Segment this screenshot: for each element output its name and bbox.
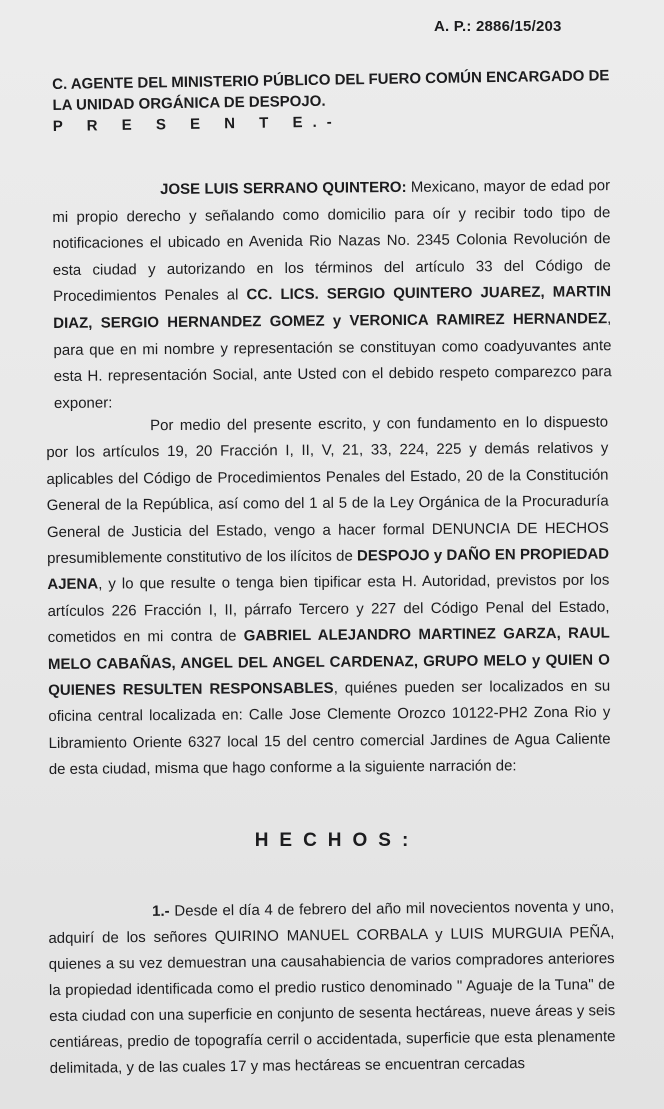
intro-text-1: Mexicano, mayor de edad por mi propio derecho y señalando como domicilio para oír y recibir todo tipo de notificaciones el ubicado en Avenida Rio Nazas No. 2345 Colonia Revolución de esta ciudad y autorizando en los términos del artículo 33 del Código de Procedimientos Penales al xyxy=(52,177,611,306)
indent xyxy=(48,916,152,917)
indent xyxy=(52,194,160,195)
complaint-text-3: , quiénes pueden ser localizados en su oficina central localizada en: Calle Jose Clemente Orozco 10122-PH2 Zona Rio y Libramiento Oriente 6327 local 15 del centro comercial Jardines de Agua Caliente de esta ciudad, misma que hago conforme a la siguiente narración de: xyxy=(48,677,611,779)
authorized-lawyers: CC. LICS. SERGIO QUINTERO JUAREZ, MARTIN DIAZ, SERGIO HERNANDEZ GOMEZ y VERONICA RAMIREZ HERNANDEZ xyxy=(53,283,612,332)
complaint-paragraph xyxy=(46,410,611,784)
complaint-text-2: , y lo que resulte o tenga bien tipificar esta H. Autoridad, previstos por los artículos 226 Fracción I, II, párrafo Tercero y 227 del Código Penal del Estado, cometidos en mi contra de xyxy=(47,572,610,647)
fact-1-text: Desde el día 4 de febrero del año mil novecientos noventa y uno, adquirí de los señores QUIRINO MANUEL CORBALA y LUIS MURGUIA PEÑA, quienes a su vez demuestran una causahabiencia de varios compradores anteriores la propiedad identificada como el predio rustico denominado " Aguaje de la Tuna" de esta ciudad con una superficie en conjunto de sesenta hectáreas, nueve áreas y seis centiáreas, predio de topografía cerril o accidentada, superficie que esta plenamente delimitada, y de las cuales 17 y mas hectáreas se encuentran cercadas xyxy=(48,898,616,1077)
file-number: A. P.: 2886/15/203 xyxy=(434,18,562,35)
addressee-present: P R E S E N T E.- xyxy=(52,113,342,135)
addressee-block xyxy=(52,65,625,137)
intro-text-2: , para que en mi nombre y representación se constituyan como coadyuvantes ante esta H. representación Social, ante Usted con el debido respeto comparezco para exponer: xyxy=(53,310,612,412)
intro-paragraph xyxy=(52,173,612,417)
indent xyxy=(46,430,150,431)
complainant-name: JOSE LUIS SERRANO QUINTERO: xyxy=(160,178,407,199)
complaint-text-1: Por medio del presente escrito, y con fundamento en lo dispuesto por los artículos 19, 20 Fracción I, II, V, 21, 33, 224, 225 y demás relativos y aplicables del Código de Procedimientos Penales del Estado, 20 de la Constitución General de la República, así como del 1 al 5 de la Ley Orgánica de la Procuraduría General de Justicia del Estado, vengo a hacer formal DENUNCIA DE HECHOS presumiblemente constitutivo de los ilícitos de xyxy=(46,413,609,568)
addressee-line-1: C. AGENTE DEL MINISTERIO PÚBLICO DEL FUERO COMÚN ENCARGADO DE xyxy=(52,67,610,93)
facts-heading: HECHOS: xyxy=(254,830,420,851)
addressee-line-2: LA UNIDAD ORGÁNICA DE DESPOJO. xyxy=(52,92,326,114)
accused-parties: GABRIEL ALEJANDRO MARTINEZ GARZA, RAUL MELO CABAÑAS, ANGEL DEL ANGEL CARDENAZ, GRUPO MELO y QUIEN O QUIENES RESULTEN RESPONSABLES xyxy=(47,624,611,700)
fact-1-paragraph xyxy=(48,894,616,1082)
fact-number: 1.- xyxy=(152,902,170,920)
crimes: DESPOJO y DAÑO EN PROPIEDAD AJENA xyxy=(47,545,610,594)
